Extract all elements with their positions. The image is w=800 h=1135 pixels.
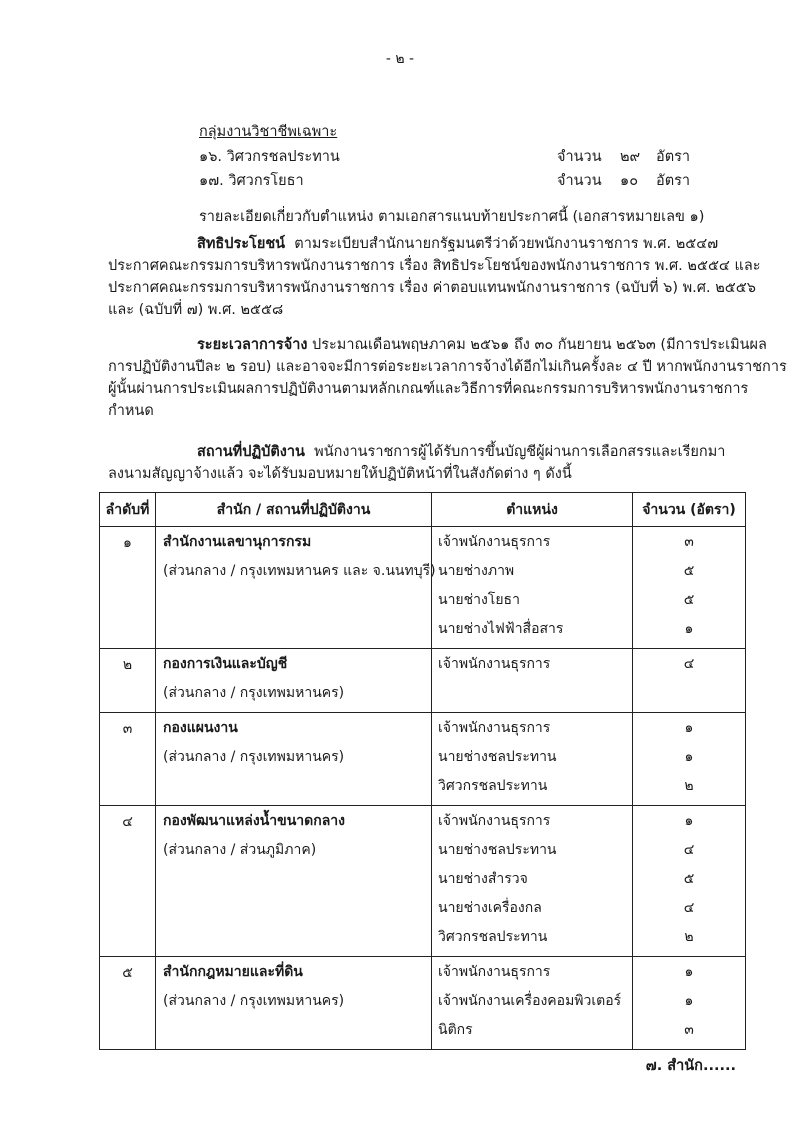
- office-location: (ส่วนกลาง / กรุงเทพมหานคร): [163, 993, 345, 1009]
- office-name: กองพัฒนาแหล่งน้ำขนาดกลาง: [163, 813, 345, 829]
- count-cell: [633, 713, 746, 806]
- position-item: นายช่างโยธา: [438, 592, 520, 608]
- office-name: กองแผนงาน: [163, 720, 238, 736]
- period-text: ประมาณเดือนพฤษภาคม ๒๕๖๑ ถึง ๓๐ กันยายน ๒๕๖๓ (มีการประเมินผล: [312, 337, 767, 353]
- benefits-text: ตามระเบียบสำนักนายกรัฐมนตรีว่าด้วยพนักงานราชการ พ.ศ. ๒๕๔๗: [294, 236, 719, 252]
- count-item: ๕: [683, 563, 695, 579]
- position-cell: [432, 713, 633, 806]
- position-cell: [432, 527, 633, 649]
- count-item: ๓: [684, 1022, 694, 1038]
- office-name: กองการเงินและบัญชี: [163, 656, 288, 672]
- row-number: ๒: [100, 649, 156, 713]
- office-name: สำนักกฎหมายและที่ดิน: [163, 964, 303, 980]
- office-location: (ส่วนกลาง / กรุงเทพมหานคร): [163, 685, 345, 701]
- position-item: นายช่างสำรวจ: [438, 871, 528, 887]
- group-heading: กลุ่มงานวิชาชีพเฉพาะ: [199, 124, 338, 140]
- count-item: ๔: [683, 656, 695, 672]
- group-item-label: ๑๖. วิศวกรชลประทาน: [199, 149, 340, 165]
- position-item: เจ้าพนักงานธุรการ: [438, 813, 551, 829]
- count-item: ๑: [684, 749, 694, 765]
- benefits-line: [108, 233, 748, 255]
- table-row: [100, 649, 746, 713]
- count-item: ๑: [684, 993, 694, 1009]
- header-no: ลำดับที่: [100, 493, 156, 527]
- group-item-amount: ๑๐: [620, 173, 639, 189]
- workplace-paragraph: [108, 441, 748, 485]
- count-item: ๑: [684, 813, 694, 829]
- group-item-amount-label: จำนวน: [557, 149, 602, 165]
- workplace-line: [108, 441, 748, 463]
- header-position: ตำแหน่ง: [432, 493, 633, 527]
- row-number: ๓: [100, 713, 156, 806]
- position-item: นายช่างชลประทาน: [438, 749, 557, 765]
- page-number: - ๒ -: [385, 51, 415, 67]
- count-cell: [633, 806, 746, 957]
- benefits-line: และ (ฉบับที่ ๗) พ.ศ. ๒๕๕๘: [108, 302, 284, 318]
- group-item-amount: ๒๙: [620, 149, 641, 165]
- count-item: ๕: [683, 871, 695, 887]
- header-office: สำนัก / สถานที่ปฏิบัติงาน: [156, 493, 432, 527]
- office-name: สำนักงานเลขานุการกรม: [163, 534, 312, 550]
- count-item: ๑: [684, 720, 694, 736]
- position-item: เจ้าพนักงานธุรการ: [438, 534, 551, 550]
- details-note: รายละเอียดเกี่ยวกับตำแหน่ง ตามเอกสารแนบท้ายประกาศนี้ (เอกสารหมายเลข ๑): [199, 209, 705, 225]
- position-item: วิศวกรชลประทาน: [438, 778, 548, 794]
- count-item: ๒: [684, 929, 694, 945]
- count-item: ๔: [683, 900, 695, 916]
- group-item-label: ๑๗. วิศวกรโยธา: [199, 173, 304, 189]
- count-cell: [633, 649, 746, 713]
- workplace-title: สถานที่ปฏิบัติงาน: [197, 444, 305, 460]
- row-number: ๕: [100, 957, 156, 1050]
- table-row: [100, 806, 746, 957]
- row-number: ๔: [100, 806, 156, 957]
- table-row: [100, 713, 746, 806]
- count-item: ๑: [684, 621, 694, 637]
- benefits-line: ประกาศคณะกรรมการบริหารพนักงานราชการ เรื่อง ค่าตอบแทนพนักงานราชการ (ฉบับที่ ๖) พ.ศ. ๒๕๕๖: [108, 280, 756, 296]
- period-title: ระยะเวลาการจ้าง: [197, 337, 308, 353]
- period-line: [108, 334, 767, 356]
- office-location: (ส่วนกลาง / ส่วนภูมิภาค): [163, 842, 317, 858]
- group-item-unit: อัตรา: [656, 149, 691, 165]
- position-item: นายช่างไฟฟ้าสื่อสาร: [438, 621, 564, 637]
- position-item: เจ้าพนักงานเครื่องคอมพิวเตอร์: [438, 993, 622, 1009]
- office-cell: [156, 957, 432, 1050]
- count-item: ๔: [683, 842, 695, 858]
- group-item-unit: อัตรา: [656, 173, 691, 189]
- position-item: นายช่างชลประทาน: [438, 842, 557, 858]
- position-item: เจ้าพนักงานธุรการ: [438, 720, 551, 736]
- period-line: การปฏิบัติงานปีละ ๒ รอบ) และอาจจะมีการต่อระยะเวลาการจ้างได้อีกไม่เกินครั้งละ ๔ ปี หากพนักงานราชการ: [108, 359, 787, 375]
- position-item: เจ้าพนักงานธุรการ: [438, 656, 551, 672]
- table-row: [100, 527, 746, 649]
- position-cell: [432, 957, 633, 1050]
- period-line: กำหนด: [108, 403, 154, 419]
- count-cell: [633, 957, 746, 1050]
- workplace-text: พนักงานราชการผู้ได้รับการขึ้นบัญชีผู้ผ่านการเลือกสรรและเรียกมา: [314, 444, 726, 460]
- position-cell: [432, 806, 633, 957]
- office-cell: [156, 527, 436, 649]
- workplace-table: [99, 492, 746, 1050]
- table-row: [100, 957, 746, 1050]
- header-count: จำนวน (อัตรา): [633, 493, 746, 527]
- office-cell: [156, 649, 432, 713]
- benefits-line: ประกาศคณะกรรมการบริหารพนักงานราชการ เรื่อง สิทธิประโยชน์ของพนักงานราชการ พ.ศ. ๒๕๕๔ และ: [108, 258, 761, 274]
- continuation-footer: ๗. สำนัก......: [645, 1058, 736, 1074]
- office-cell: [156, 713, 432, 806]
- row-number: ๑: [100, 527, 156, 649]
- workplace-line: ลงนามสัญญาจ้างแล้ว จะได้รับมอบหมายให้ปฏิบัติหน้าที่ในสังกัดต่าง ๆ ดังนี้: [108, 466, 572, 482]
- position-item: นิติกร: [438, 1022, 473, 1038]
- benefits-title: สิทธิประโยชน์: [197, 236, 286, 252]
- group-item-amount-label: จำนวน: [557, 173, 602, 189]
- count-item: ๒: [684, 778, 694, 794]
- table-header-row: [100, 493, 746, 527]
- position-item: นายช่างเครื่องกล: [438, 900, 542, 916]
- count-item: ๑: [684, 964, 694, 980]
- office-cell: [156, 806, 432, 957]
- position-cell: [432, 649, 633, 713]
- period-paragraph: [108, 334, 787, 422]
- position-item: นายช่างภาพ: [438, 563, 515, 579]
- office-location: (ส่วนกลาง / กรุงเทพมหานคร และ จ.นนทบุรี): [163, 563, 436, 579]
- benefits-paragraph: [108, 233, 761, 321]
- count-item: ๓: [684, 534, 694, 550]
- position-item: วิศวกรชลประทาน: [438, 929, 548, 945]
- count-item: ๕: [683, 592, 695, 608]
- office-location: (ส่วนกลาง / กรุงเทพมหานคร): [163, 749, 345, 765]
- count-cell: [633, 527, 746, 649]
- position-item: เจ้าพนักงานธุรการ: [438, 964, 551, 980]
- period-line: ผู้นั้นผ่านการประเมินผลการปฏิบัติงานตามหลักเกณฑ์และวิธีการที่คณะกรรมการบริหารพนักงานราชการ: [108, 381, 749, 397]
